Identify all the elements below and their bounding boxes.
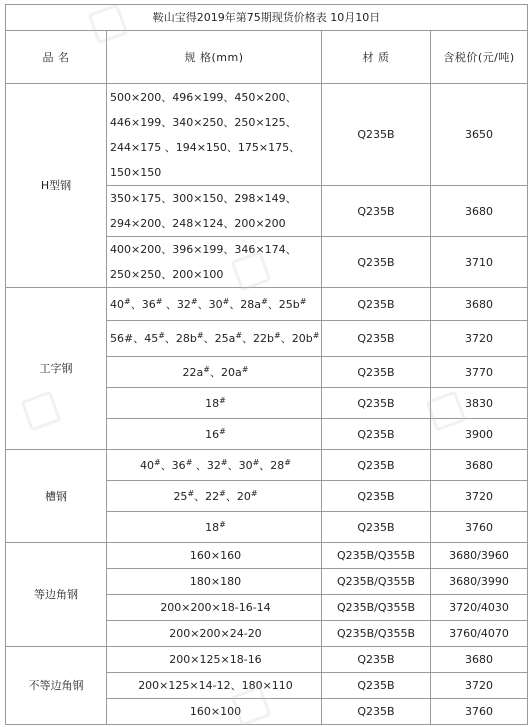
table-title: 鞍山宝得2019年第75期现货价格表 10月10日 <box>6 5 528 31</box>
material-cell: Q235B <box>322 647 431 673</box>
material-cell: Q235B <box>322 481 431 512</box>
spec-cell: 40#、36# 、32#、30#、28a#、25b# <box>107 288 322 321</box>
price-cell: 3680 <box>431 450 528 481</box>
material-cell: Q235B <box>322 186 431 237</box>
price-cell: 3720 <box>431 673 528 699</box>
price-cell: 3720 <box>431 481 528 512</box>
spec-cell: 500×200、496×199、450×200、446×199、340×250、250×125、244×175 、194×150、175×175、150×150 <box>107 84 322 186</box>
price-cell: 3680 <box>431 186 528 237</box>
price-cell: 3680 <box>431 647 528 673</box>
material-cell: Q235B/Q355B <box>322 621 431 647</box>
spec-cell: 200×200×24-20 <box>107 621 322 647</box>
material-cell: Q235B <box>322 512 431 543</box>
material-cell: Q235B <box>322 321 431 357</box>
material-cell: Q235B <box>322 450 431 481</box>
material-cell: Q235B <box>322 388 431 419</box>
spec-cell: 25#、22#、20# <box>107 481 322 512</box>
spec-cell: 400×200、396×199、346×174、250×250、200×100 <box>107 237 322 288</box>
price-table <box>5 4 528 725</box>
spec-cell: 160×100 <box>107 699 322 725</box>
price-cell: 3680/3960 <box>431 543 528 569</box>
spec-cell: 350×175、300×150、298×149、294×200、248×124、200×200 <box>107 186 322 237</box>
price-cell: 3720 <box>431 321 528 357</box>
spec-cell: 56#、45#、28b#、25a#、22b#、20b# <box>107 321 322 357</box>
material-cell: Q235B/Q355B <box>322 569 431 595</box>
category-unequal-angle: 不等边角钢 <box>6 647 107 725</box>
header-material: 材 质 <box>322 31 431 84</box>
spec-cell: 200×125×14-12、180×110 <box>107 673 322 699</box>
spec-cell: 180×180 <box>107 569 322 595</box>
price-cell: 3760/4070 <box>431 621 528 647</box>
price-cell: 3830 <box>431 388 528 419</box>
category-equal-angle: 等边角钢 <box>6 543 107 647</box>
price-cell: 3760 <box>431 512 528 543</box>
material-cell: Q235B <box>322 84 431 186</box>
spec-cell: 40#、36# 、32#、30#、28# <box>107 450 322 481</box>
material-cell: Q235B <box>322 357 431 388</box>
price-cell: 3900 <box>431 419 528 450</box>
price-cell: 3710 <box>431 237 528 288</box>
price-cell: 3770 <box>431 357 528 388</box>
material-cell: Q235B <box>322 673 431 699</box>
price-cell: 3680/3990 <box>431 569 528 595</box>
material-cell: Q235B <box>322 237 431 288</box>
material-cell: Q235B/Q355B <box>322 595 431 621</box>
spec-cell: 18# <box>107 388 322 419</box>
spec-cell: 160×160 <box>107 543 322 569</box>
price-cell: 3760 <box>431 699 528 725</box>
header-spec: 规 格(mm) <box>107 31 322 84</box>
header-price: 含税价(元/吨) <box>431 31 528 84</box>
spec-cell: 18# <box>107 512 322 543</box>
price-cell: 3650 <box>431 84 528 186</box>
spec-cell: 200×200×18-16-14 <box>107 595 322 621</box>
material-cell: Q235B <box>322 288 431 321</box>
price-cell: 3680 <box>431 288 528 321</box>
material-cell: Q235B <box>322 699 431 725</box>
spec-cell: 16# <box>107 419 322 450</box>
category-h-beam: H型钢 <box>6 84 107 288</box>
spec-cell: 22a#、20a# <box>107 357 322 388</box>
header-name: 品 名 <box>6 31 107 84</box>
spec-cell: 200×125×18-16 <box>107 647 322 673</box>
material-cell: Q235B/Q355B <box>322 543 431 569</box>
category-i-beam: 工字钢 <box>6 288 107 450</box>
material-cell: Q235B <box>322 419 431 450</box>
category-channel-steel: 槽钢 <box>6 450 107 543</box>
price-cell: 3720/4030 <box>431 595 528 621</box>
